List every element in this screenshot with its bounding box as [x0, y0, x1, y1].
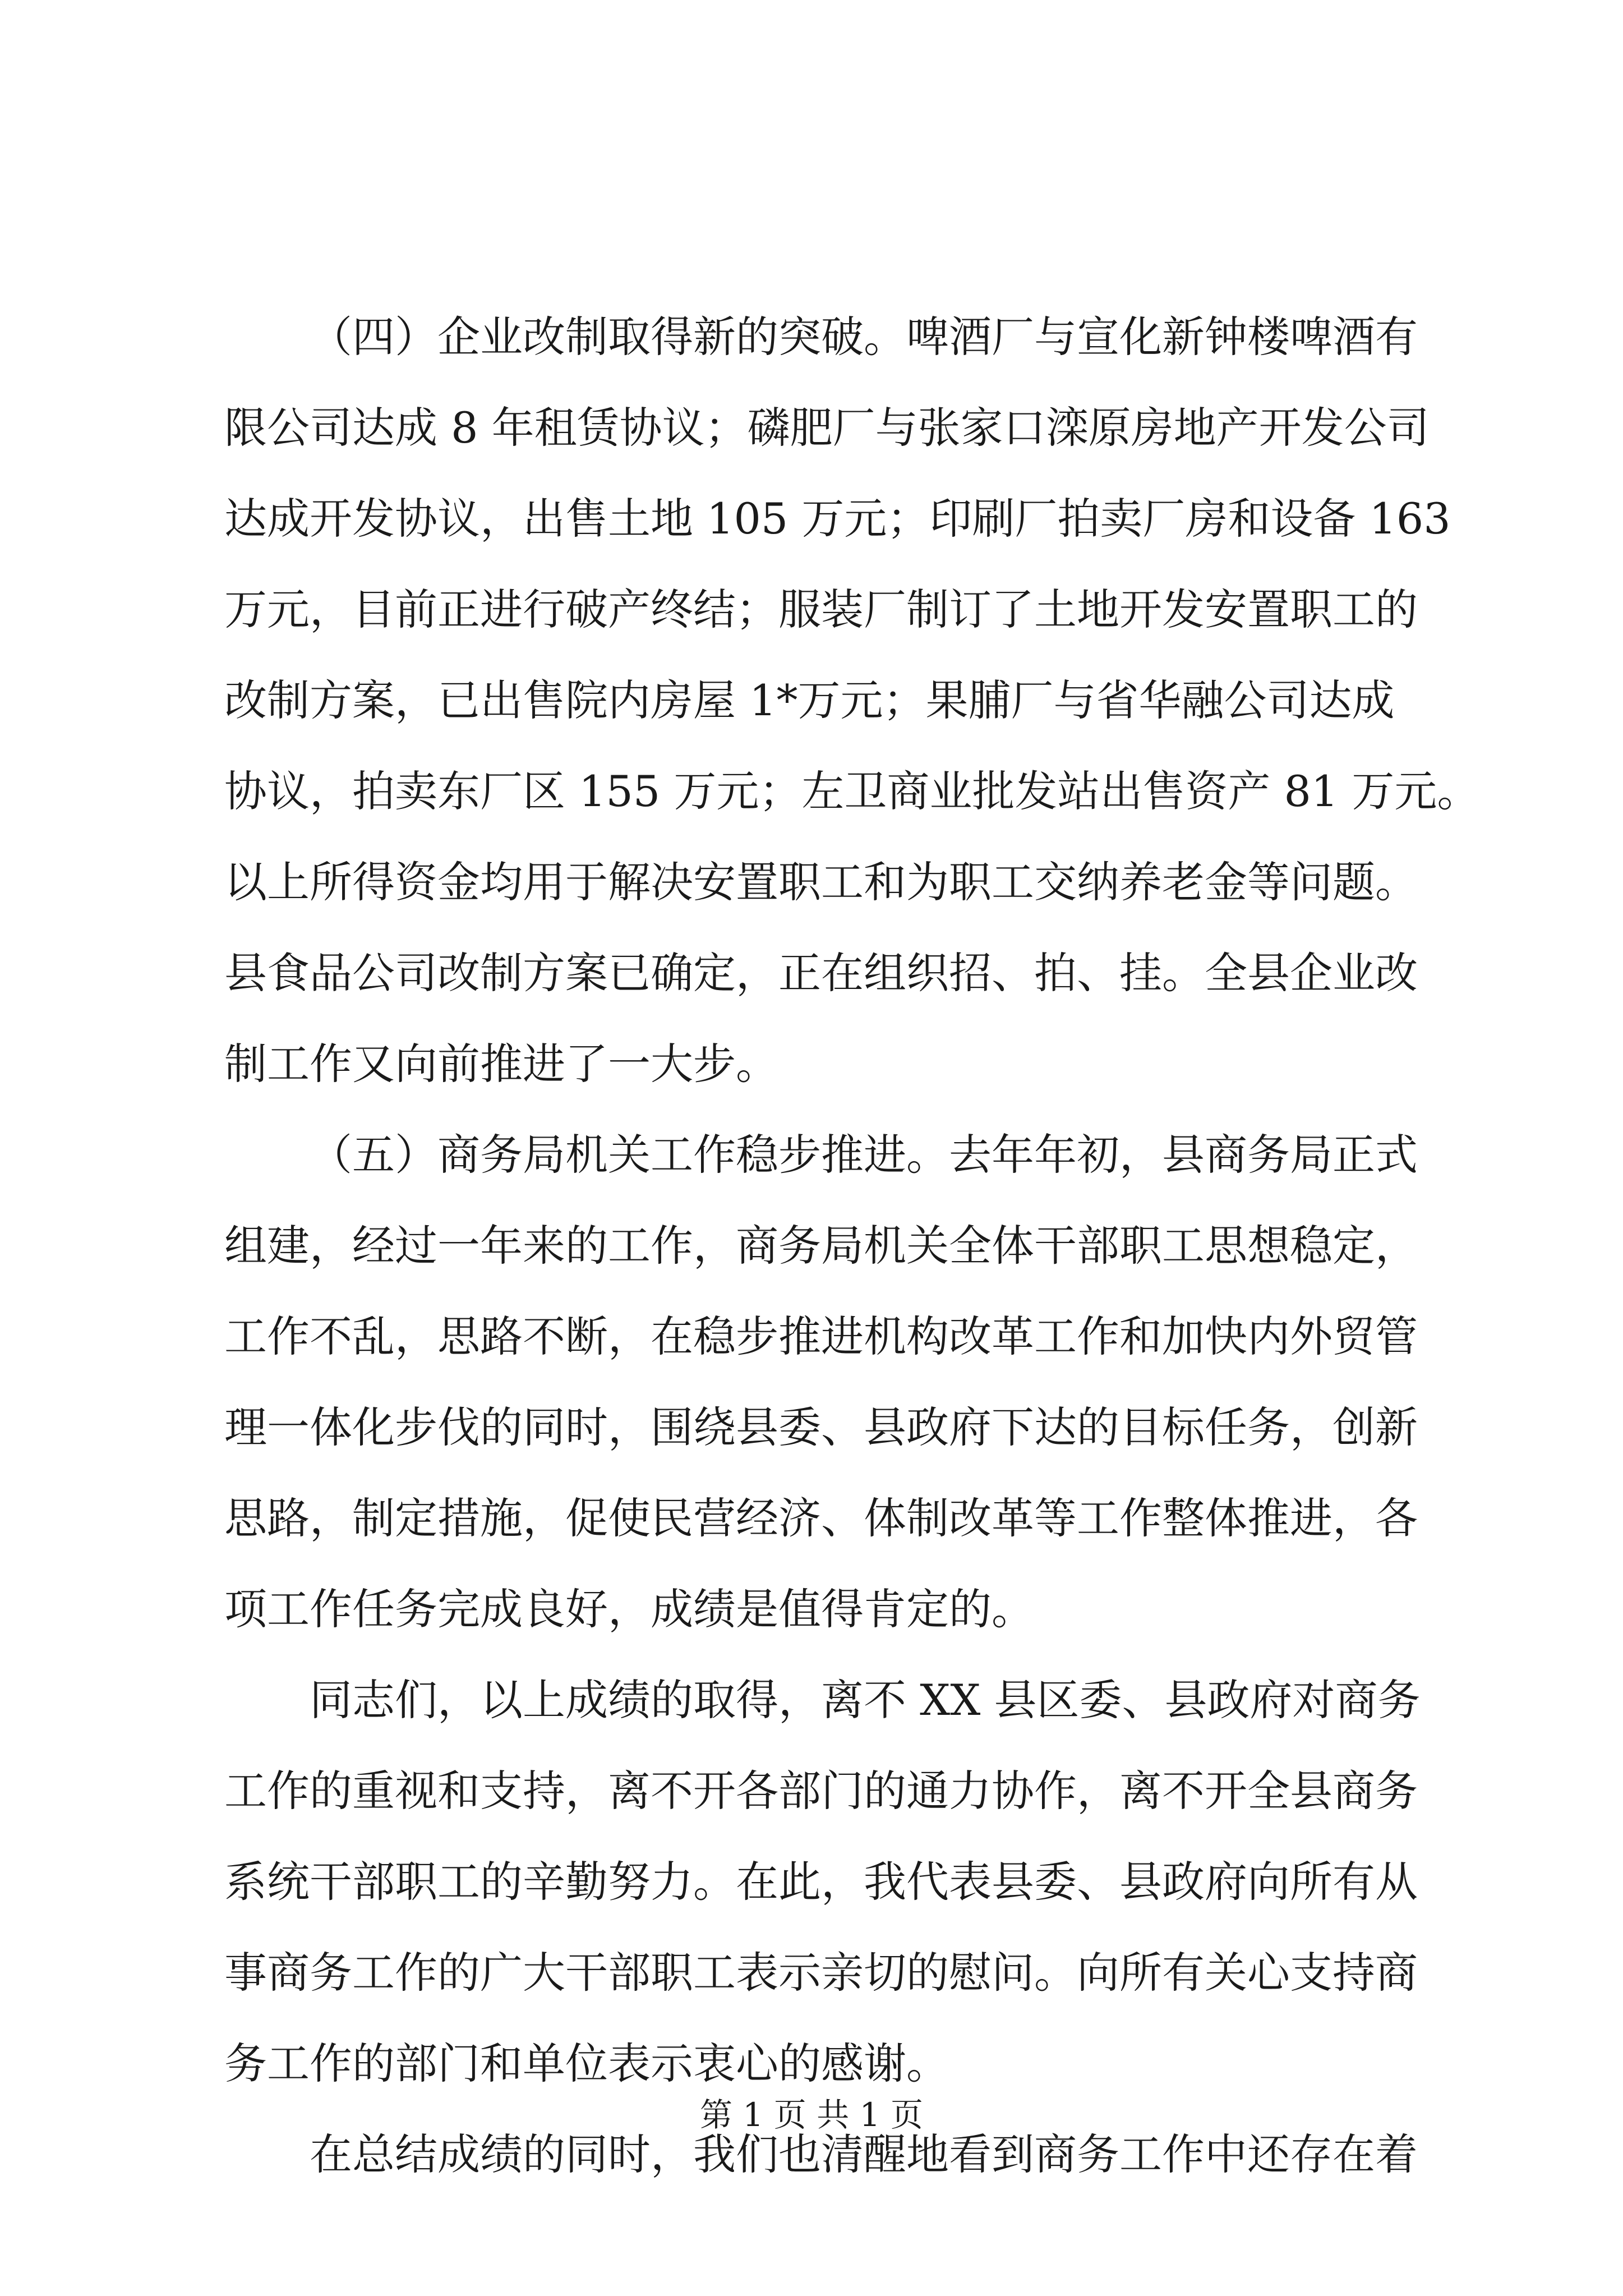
page-footer: [0, 2092, 1623, 2137]
text-line: 限公司达成 8 年租赁协议；磷肥厂与张家口滦原房地产开发公司: [224, 403, 1430, 453]
page-number-label: 第 1 页 共 1 页: [700, 2096, 923, 2134]
text-line: 组建，经过一年来的工作，商务局机关全体干部职工思想稳定，: [224, 1221, 1418, 1271]
text-line: 思路，制定措施，促使民营经济、体制改革等工作整体推进，各: [224, 1493, 1418, 1543]
document-body: [224, 292, 1480, 2200]
paragraph-commerce-bureau: [224, 1110, 1418, 1655]
text-line: 在总结成绩的同时，我们也清醒地看到商务工作中还存在着: [310, 2129, 1418, 2179]
text-line: 事商务工作的广大干部职工表示亲切的慰问。向所有关心支持商: [224, 1948, 1418, 1998]
text-line: 理一体化步伐的同时，围绕县委、县政府下达的目标任务，创新: [224, 1402, 1418, 1452]
text-line: 达成开发协议，出售土地 105 万元；印刷厂拍卖厂房和设备 163: [224, 494, 1451, 544]
text-line: 工作不乱，思路不断，在稳步推进机构改革工作和加快内外贸管: [224, 1312, 1418, 1361]
text-line: 制工作又向前推进了一大步。: [224, 1039, 778, 1089]
text-line: 以上所得资金均用于解决安置职工和为职工交纳养老金等问题。: [224, 857, 1418, 907]
text-line: 系统干部职工的辛勤努力。在此，我代表县委、县政府向所有从: [224, 1857, 1418, 1907]
paragraph-acknowledgement: [224, 1655, 1421, 2109]
text-line: 协议，拍卖东厂区 155 万元；左卫商业批发站出售资产 81 万元。: [224, 766, 1480, 816]
text-line: 改制方案，已出售院内房屋 1*万元；果脯厂与省华融公司达成: [224, 675, 1395, 725]
text-line: 项工作任务完成良好，成绩是值得肯定的。: [224, 1584, 1034, 1634]
text-line: 县食品公司改制方案已确定，正在组织招、拍、挂。全县企业改: [224, 948, 1418, 998]
text-line: 工作的重视和支持，离不开各部门的通力协作，离不开全县商务: [224, 1766, 1418, 1816]
paragraph-enterprise-reform: [224, 292, 1480, 1110]
text-line: 同志们，以上成绩的取得，离不 XX 县区委、县政府对商务: [310, 1675, 1421, 1725]
text-line: （五）商务局机关工作稳步推进。去年年初，县商务局正式: [310, 1130, 1418, 1180]
text-line: 务工作的部门和单位表示衷心的感谢。: [224, 2039, 949, 2088]
text-line: （四）企业改制取得新的突破。啤酒厂与宣化新钟楼啤酒有: [310, 312, 1418, 362]
text-line: 万元，目前正进行破产终结；服装厂制订了土地开发安置职工的: [224, 585, 1418, 634]
